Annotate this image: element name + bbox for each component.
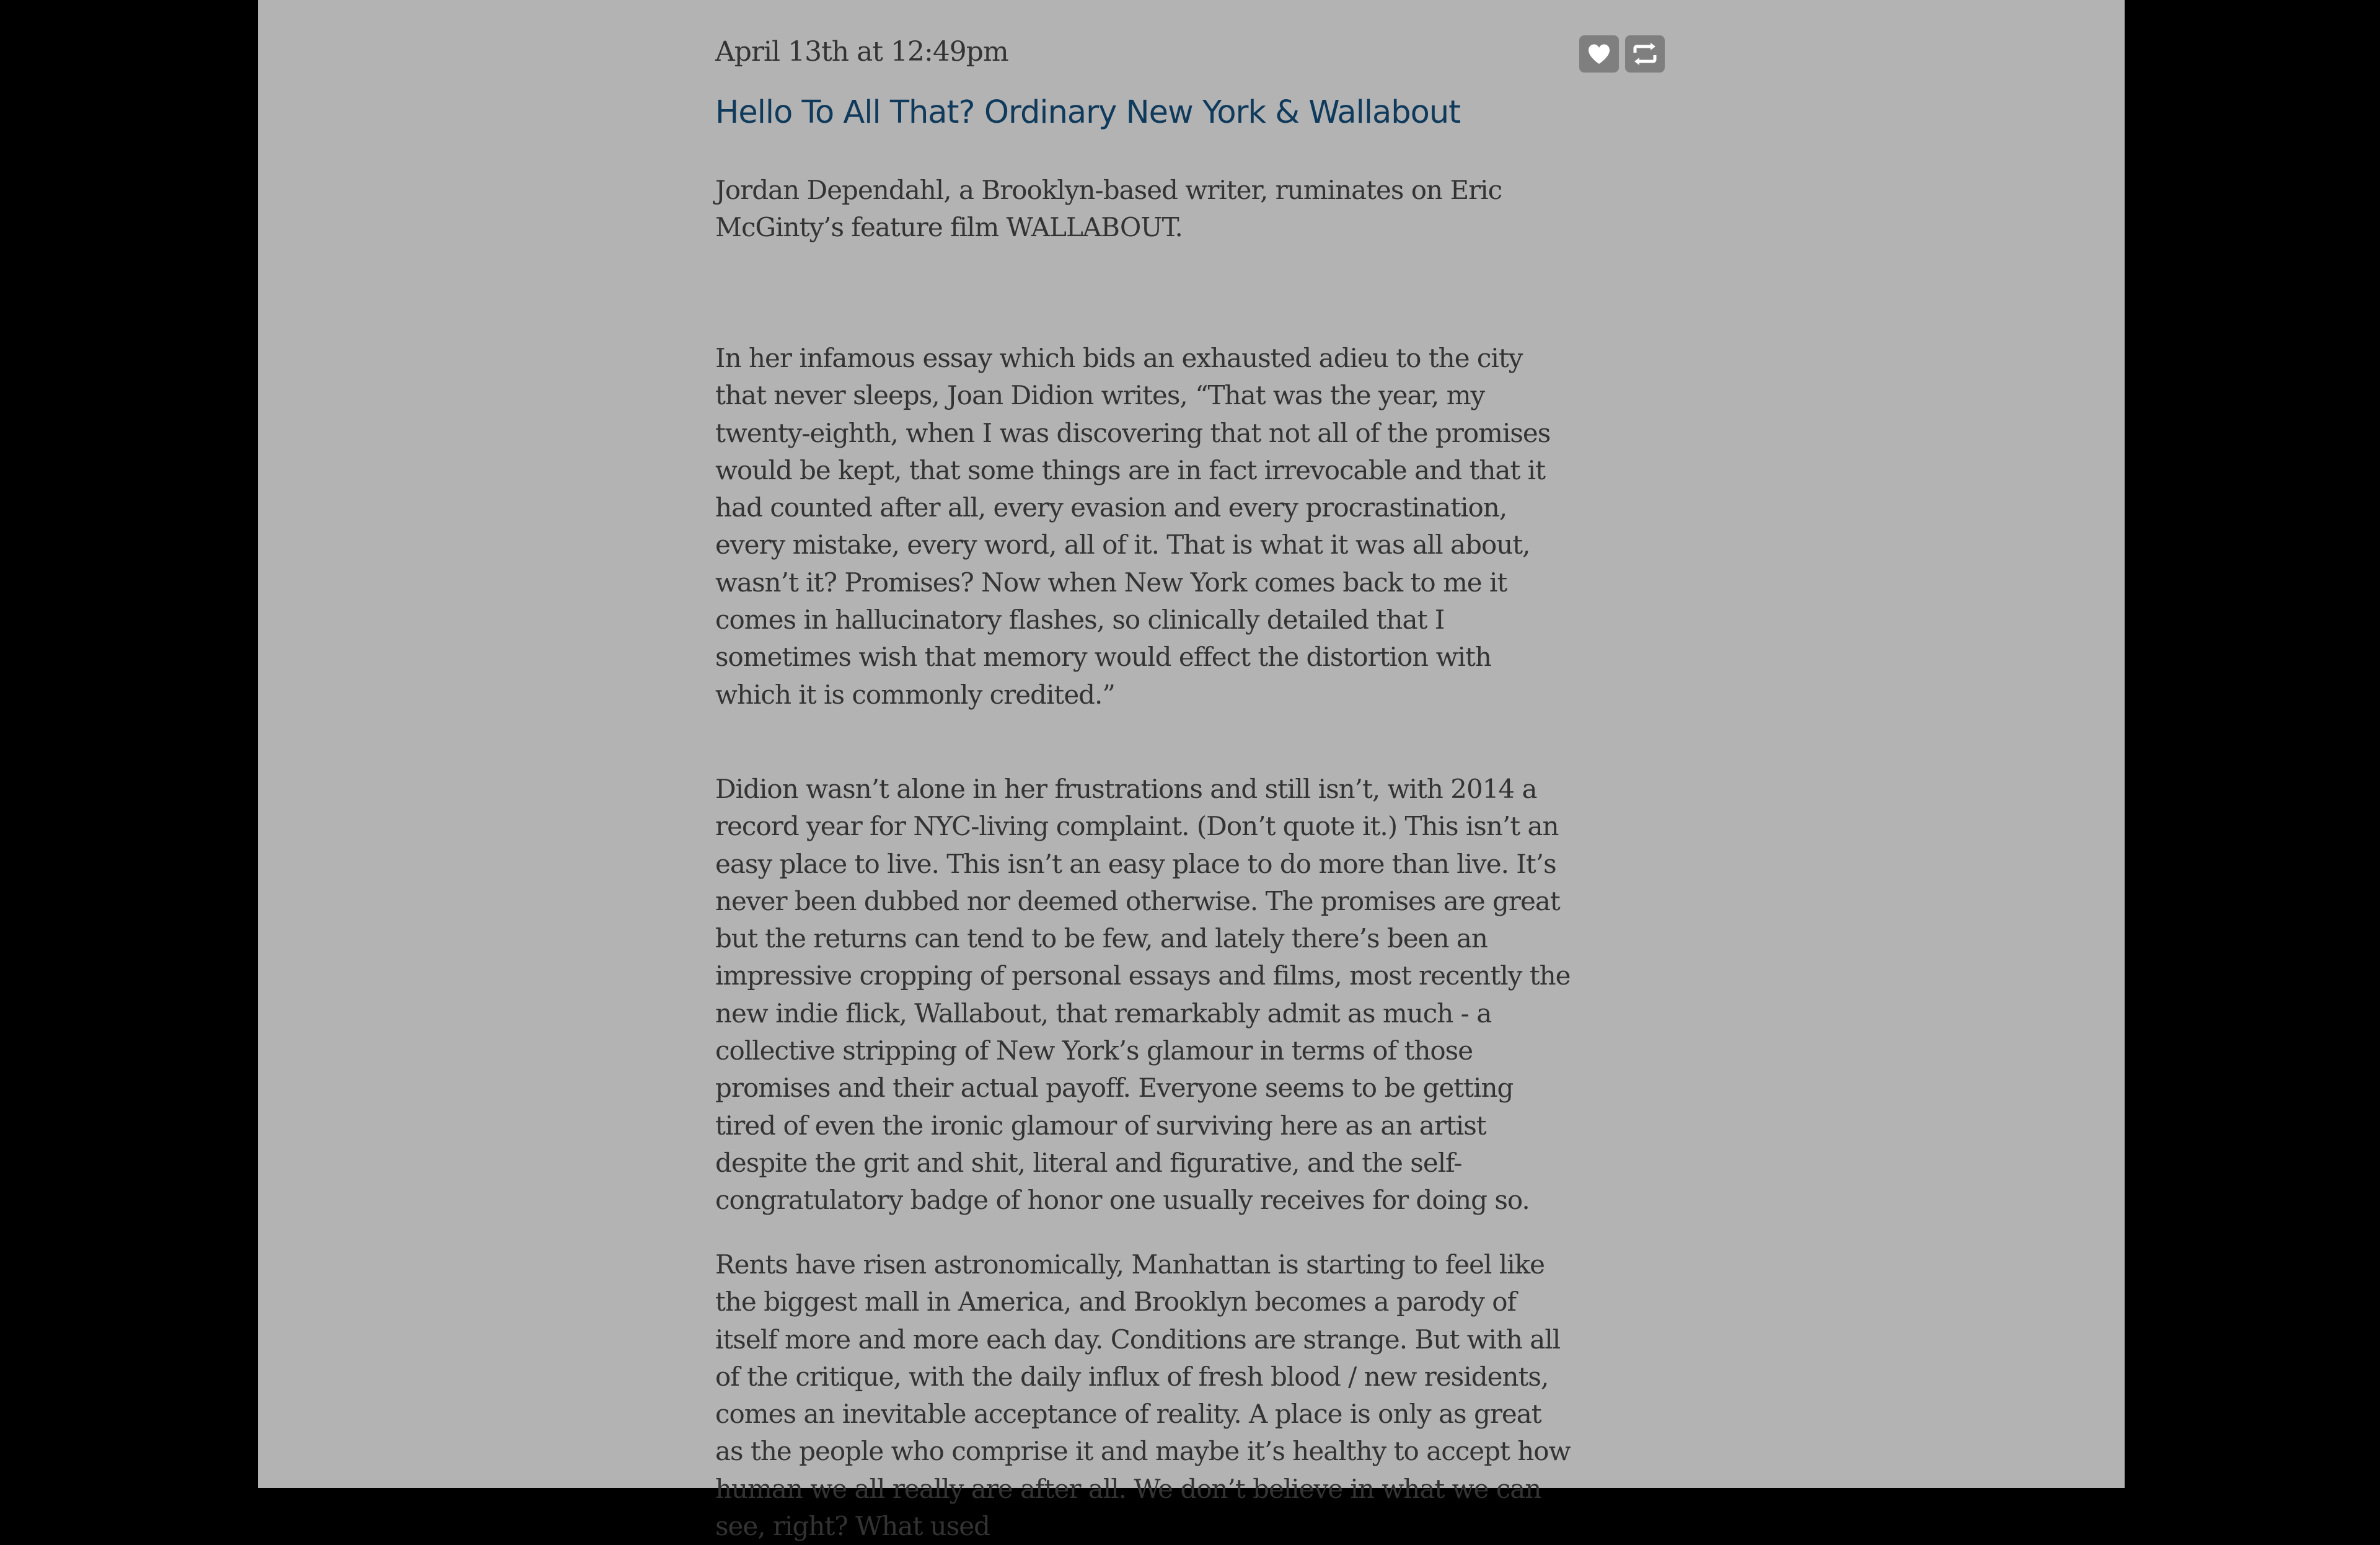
post-paragraph: In her infamous essay which bids an exhausted adieu to the city that never sleeps, Joan Didion writes, “That was the year, my twenty-eighth, when I was discovering that not all of the promises would be kept, that some things are in fact irrevocable and that it had counted after all, every evasion and every procrastination, every mistake, every word, all of it. That is what it was all about, wasn’t it? Promises? Now when New York comes back to me it comes in hallucinatory flashes, so clinically detailed that I sometimes wish that memory would effect the distortion with which it is commonly credited.” [715, 343, 1551, 710]
like-button[interactable] [1579, 35, 1619, 73]
post-actions [1579, 35, 1665, 73]
post-date[interactable]: April 13th at 12:49pm [715, 36, 1008, 68]
post-paragraph: Didion wasn’t alone in her frustrations and still isn’t, with 2014 a record year for NYC-living complaint. (Don’t quote it.) This isn’t an easy place to live. This isn’t an easy place to do more than live. It’s never been dubbed nor deemed otherwise. The promises are great but the returns can tend to be few, and lately there’s been an impressive cropping of personal essays and films, most recently the new indie flick, Wallabout, that remarkably admit as much - a collective stripping of New York’s glamour in terms of those promises and their actual payoff. Everyone seems to be getting tired of even the ironic glamour of surviving here as an artist despite the grit and shit, literal and figurative, and the self-congratulatory badge of honor one usually receives for doing so. [715, 774, 1571, 1216]
post-paragraph: Rents have risen astronomically, Manhattan is starting to feel like the biggest mall in America, and Brooklyn becomes a parody of itself more and more each day. Conditions are strange. But with all of the critique, with the daily influx of fresh blood / new residents, comes an inevitable acceptance of reality. A place is only as great as the people who comprise it and maybe it’s healthy to accept how human we all really are after all. We don’t believe in what we can see, right? What used [715, 1249, 1571, 1542]
post-title[interactable]: Hello To All That? Ordinary New York & Wallabout [715, 94, 1461, 131]
blog-page [258, 0, 2125, 1542]
heart-icon [1587, 43, 1611, 64]
reblog-button[interactable] [1625, 35, 1665, 73]
post-intro: Jordan Dependahl, a Brooklyn-based writer, ruminates on Eric McGinty’s feature film WALLABOUT. [715, 175, 1502, 243]
reblog-icon [1631, 42, 1659, 66]
